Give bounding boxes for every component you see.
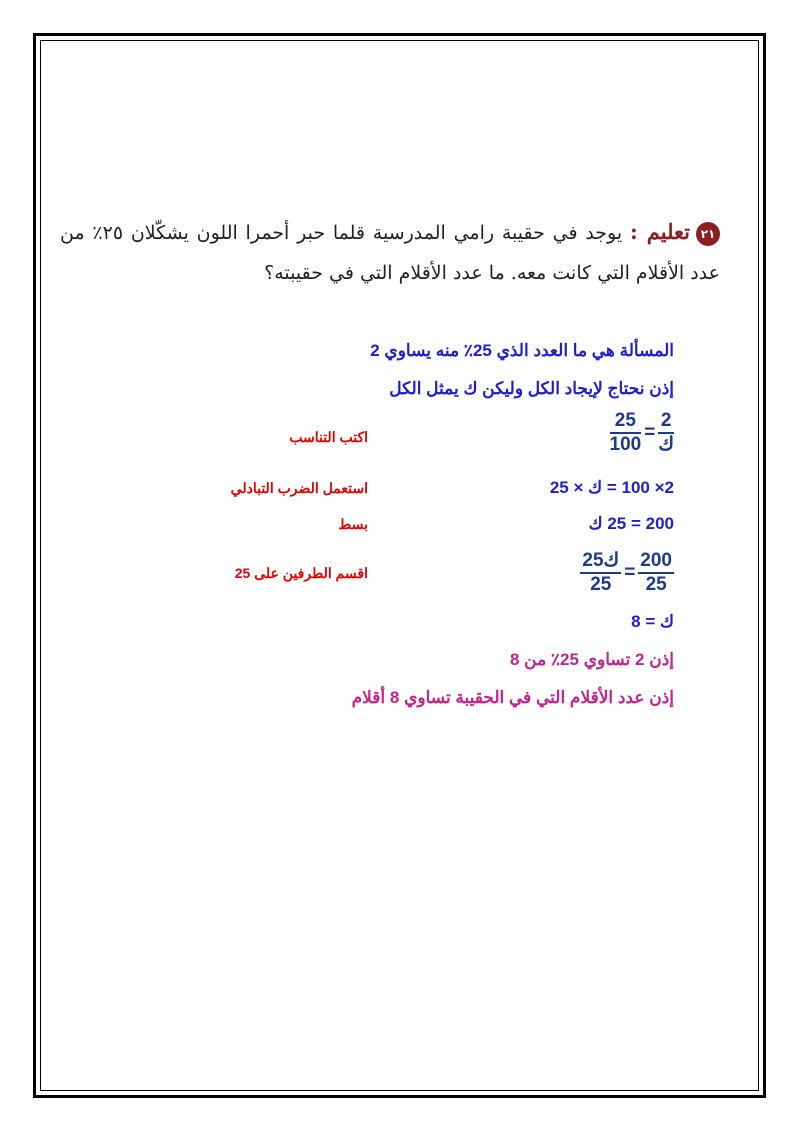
- fraction-left-side: [658, 410, 674, 456]
- equals-sign: =: [624, 562, 636, 583]
- fraction-right-side: [580, 550, 621, 596]
- fraction-left-side: [638, 550, 674, 596]
- equals-sign: =: [644, 422, 656, 443]
- problem-number-badge: ٢١: [696, 222, 720, 246]
- fraction-numerator: 2: [658, 410, 674, 434]
- fraction-numerator: 25ك: [580, 550, 621, 574]
- fraction-denominator: 100: [609, 434, 642, 455]
- fraction-right-side: [610, 410, 642, 456]
- division-equation: [580, 550, 674, 596]
- result-equation: ك = 8: [631, 612, 674, 631]
- fraction-denominator: ك: [658, 434, 674, 455]
- note-cross-multiply: استعمل الضرب التبادلي: [230, 480, 368, 496]
- fraction-denominator: 25: [590, 574, 612, 595]
- note-divide-both-sides: اقسم الطرفين على 25: [234, 565, 368, 581]
- problem-statement: [60, 212, 720, 293]
- note-write-proportion: اكتب التناسب: [289, 429, 368, 445]
- conclusion-line-2: إذن عدد الأقلام التي في الحقيبة تساوي 8 أقلام: [351, 688, 674, 707]
- simplified-equation: 200 = 25 ك: [588, 514, 674, 533]
- problem-keyword: تعليم :: [629, 219, 690, 244]
- fraction-denominator: 25: [645, 574, 667, 595]
- solution-line-2: إذن نحتاج لإيجاد الكل وليكن ك يمثل الكل: [389, 379, 674, 398]
- solution-line-1: المسألة هي ما العدد الذي 25٪ منه يساوي 2: [370, 341, 674, 360]
- note-simplify: بسط: [338, 516, 368, 532]
- fraction-numerator: 25: [610, 410, 642, 434]
- problem-text: يوجد في حقيبة رامي المدرسية قلما حبر أحمرا اللون يشكّلان ٢٥٪ من عدد الأقلام التي كانت معه. ما عدد الأقلام التي في حقيبته؟: [60, 222, 720, 284]
- fraction-numerator: 200: [638, 550, 674, 574]
- conclusion-line-1: إذن 2 تساوي 25٪ من 8: [509, 650, 674, 669]
- cross-multiply-equation: 2× 100 = ك × 25: [549, 478, 674, 497]
- proportion-equation: [610, 410, 674, 456]
